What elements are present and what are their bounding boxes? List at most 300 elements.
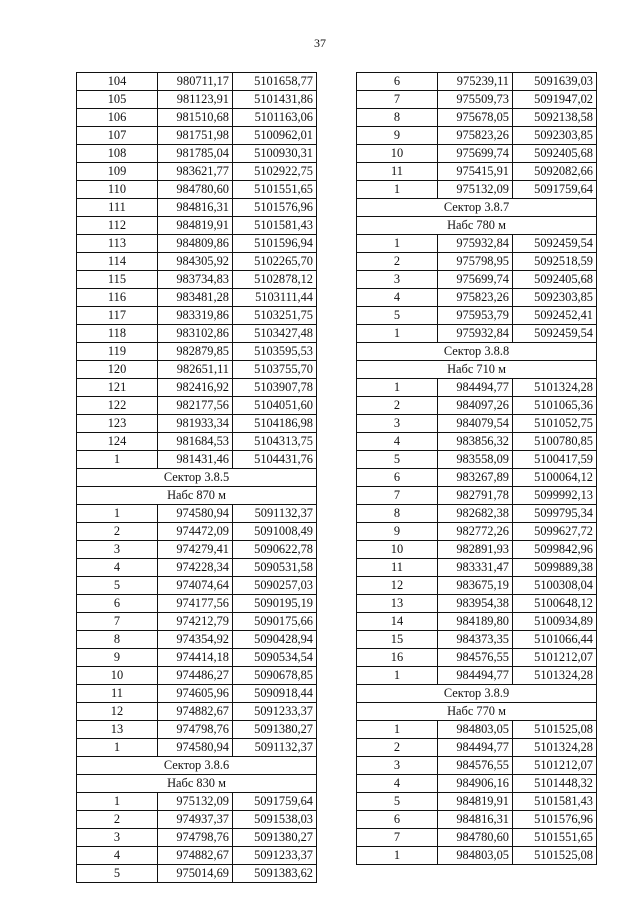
point-number: 116 xyxy=(77,289,158,307)
table-row xyxy=(357,127,597,145)
table-row xyxy=(357,505,597,523)
table-row xyxy=(77,379,317,397)
table-row xyxy=(77,343,317,361)
x-coordinate: 980711,17 xyxy=(158,73,233,91)
y-coordinate: 5091538,03 xyxy=(233,811,317,829)
table-row xyxy=(77,847,317,865)
x-coordinate: 984780,60 xyxy=(158,181,233,199)
table-row xyxy=(77,235,317,253)
table-row xyxy=(357,469,597,487)
point-number: 12 xyxy=(77,703,158,721)
table-row xyxy=(77,289,317,307)
x-coordinate: 974937,37 xyxy=(158,811,233,829)
x-coordinate: 984576,55 xyxy=(438,649,513,667)
point-number: 7 xyxy=(357,487,438,505)
x-coordinate: 983102,86 xyxy=(158,325,233,343)
point-number: 107 xyxy=(77,127,158,145)
x-coordinate: 975014,69 xyxy=(158,865,233,883)
point-number: 10 xyxy=(357,145,438,163)
table-row xyxy=(77,829,317,847)
y-coordinate: 5092518,59 xyxy=(513,253,597,271)
y-coordinate: 5090534,54 xyxy=(233,649,317,667)
x-coordinate: 974212,79 xyxy=(158,613,233,631)
y-coordinate: 5092405,68 xyxy=(513,271,597,289)
table-row xyxy=(77,811,317,829)
table-row xyxy=(357,253,597,271)
point-number: 2 xyxy=(357,253,438,271)
table-row xyxy=(77,325,317,343)
table-row xyxy=(77,523,317,541)
table-row xyxy=(77,361,317,379)
section-header-row xyxy=(77,469,317,487)
y-coordinate: 5103907,78 xyxy=(233,379,317,397)
point-number: 5 xyxy=(357,307,438,325)
point-number: 123 xyxy=(77,415,158,433)
y-coordinate: 5090257,03 xyxy=(233,577,317,595)
y-coordinate: 5100064,12 xyxy=(513,469,597,487)
x-coordinate: 983954,38 xyxy=(438,595,513,613)
table-row xyxy=(357,307,597,325)
x-coordinate: 974177,56 xyxy=(158,595,233,613)
y-coordinate: 5102878,12 xyxy=(233,271,317,289)
point-number: 7 xyxy=(357,829,438,847)
y-coordinate: 5104431,76 xyxy=(233,451,317,469)
section-header-row xyxy=(357,217,597,235)
x-coordinate: 984576,55 xyxy=(438,757,513,775)
y-coordinate: 5103755,70 xyxy=(233,361,317,379)
section-header-row xyxy=(357,199,597,217)
x-coordinate: 974798,76 xyxy=(158,721,233,739)
point-number: 117 xyxy=(77,307,158,325)
y-coordinate: 5103595,53 xyxy=(233,343,317,361)
x-coordinate: 975699,74 xyxy=(438,145,513,163)
coordinates-table-left xyxy=(76,72,317,883)
point-number: 16 xyxy=(357,649,438,667)
x-coordinate: 984819,91 xyxy=(158,217,233,235)
x-coordinate: 981684,53 xyxy=(158,433,233,451)
table-row xyxy=(357,433,597,451)
table-row xyxy=(77,91,317,109)
table-row xyxy=(77,181,317,199)
y-coordinate: 5101324,28 xyxy=(513,667,597,685)
point-number: 8 xyxy=(77,631,158,649)
point-number: 1 xyxy=(357,379,438,397)
x-coordinate: 981751,98 xyxy=(158,127,233,145)
x-coordinate: 983621,77 xyxy=(158,163,233,181)
point-number: 120 xyxy=(77,361,158,379)
table-row xyxy=(77,163,317,181)
y-coordinate: 5100417,59 xyxy=(513,451,597,469)
x-coordinate: 982791,78 xyxy=(438,487,513,505)
x-coordinate: 982651,11 xyxy=(158,361,233,379)
table-row xyxy=(357,775,597,793)
table-row xyxy=(77,667,317,685)
y-coordinate: 5101212,07 xyxy=(513,649,597,667)
section-header-row xyxy=(357,685,597,703)
y-coordinate: 5092303,85 xyxy=(513,127,597,145)
point-number: 1 xyxy=(77,451,158,469)
point-number: 4 xyxy=(357,433,438,451)
table-row xyxy=(357,451,597,469)
point-number: 119 xyxy=(77,343,158,361)
point-number: 13 xyxy=(357,595,438,613)
page-number: 37 xyxy=(314,36,326,50)
section-title: Сектор 3.8.8 xyxy=(357,343,597,361)
x-coordinate: 974486,27 xyxy=(158,667,233,685)
point-number: 7 xyxy=(357,91,438,109)
table-row xyxy=(77,307,317,325)
section-title: Набс 770 м xyxy=(357,703,597,721)
point-number: 11 xyxy=(357,559,438,577)
point-number: 3 xyxy=(77,541,158,559)
y-coordinate: 5101065,36 xyxy=(513,397,597,415)
table-row xyxy=(357,577,597,595)
y-coordinate: 5100648,12 xyxy=(513,595,597,613)
x-coordinate: 975239,11 xyxy=(438,73,513,91)
y-coordinate: 5101581,43 xyxy=(513,793,597,811)
table-row xyxy=(357,325,597,343)
y-coordinate: 5102922,75 xyxy=(233,163,317,181)
point-number: 114 xyxy=(77,253,158,271)
y-coordinate: 5101163,06 xyxy=(233,109,317,127)
y-coordinate: 5092405,68 xyxy=(513,145,597,163)
y-coordinate: 5090622,78 xyxy=(233,541,317,559)
point-number: 13 xyxy=(77,721,158,739)
point-number: 6 xyxy=(357,469,438,487)
y-coordinate: 5101324,28 xyxy=(513,739,597,757)
table-row xyxy=(77,433,317,451)
point-number: 14 xyxy=(357,613,438,631)
x-coordinate: 983481,28 xyxy=(158,289,233,307)
x-coordinate: 974472,09 xyxy=(158,523,233,541)
table-row xyxy=(357,811,597,829)
table-row xyxy=(357,649,597,667)
point-number: 6 xyxy=(77,595,158,613)
point-number: 3 xyxy=(357,415,438,433)
table-row xyxy=(77,649,317,667)
point-number: 1 xyxy=(357,325,438,343)
section-title: Набс 870 м xyxy=(77,487,317,505)
x-coordinate: 983267,89 xyxy=(438,469,513,487)
point-number: 1 xyxy=(357,721,438,739)
y-coordinate: 5101576,96 xyxy=(233,199,317,217)
y-coordinate: 5104313,75 xyxy=(233,433,317,451)
table-row xyxy=(357,91,597,109)
y-coordinate: 5091759,64 xyxy=(513,181,597,199)
x-coordinate: 975699,74 xyxy=(438,271,513,289)
point-number: 1 xyxy=(357,667,438,685)
table-row xyxy=(357,739,597,757)
x-coordinate: 974798,76 xyxy=(158,829,233,847)
point-number: 113 xyxy=(77,235,158,253)
table-row xyxy=(77,109,317,127)
table-row xyxy=(77,541,317,559)
point-number: 2 xyxy=(357,397,438,415)
point-number: 9 xyxy=(357,127,438,145)
x-coordinate: 974279,41 xyxy=(158,541,233,559)
x-coordinate: 984803,05 xyxy=(438,721,513,739)
y-coordinate: 5100934,89 xyxy=(513,613,597,631)
table-row xyxy=(357,487,597,505)
point-number: 4 xyxy=(77,559,158,577)
y-coordinate: 5102265,70 xyxy=(233,253,317,271)
section-header-row xyxy=(357,361,597,379)
y-coordinate: 5101324,28 xyxy=(513,379,597,397)
x-coordinate: 983734,83 xyxy=(158,271,233,289)
point-number: 118 xyxy=(77,325,158,343)
point-number: 5 xyxy=(77,865,158,883)
x-coordinate: 983558,09 xyxy=(438,451,513,469)
section-header-row xyxy=(357,703,597,721)
y-coordinate: 5090175,66 xyxy=(233,613,317,631)
y-coordinate: 5101066,44 xyxy=(513,631,597,649)
x-coordinate: 974605,96 xyxy=(158,685,233,703)
y-coordinate: 5101212,07 xyxy=(513,757,597,775)
table-row xyxy=(357,163,597,181)
y-coordinate: 5100962,01 xyxy=(233,127,317,145)
point-number: 6 xyxy=(357,811,438,829)
table-row xyxy=(77,577,317,595)
table-row xyxy=(357,289,597,307)
table-row xyxy=(77,271,317,289)
x-coordinate: 984097,26 xyxy=(438,397,513,415)
point-number: 2 xyxy=(77,811,158,829)
x-coordinate: 975132,09 xyxy=(438,181,513,199)
x-coordinate: 975953,79 xyxy=(438,307,513,325)
y-coordinate: 5091380,27 xyxy=(233,829,317,847)
section-header-row xyxy=(77,757,317,775)
table-row xyxy=(357,541,597,559)
table-row xyxy=(77,73,317,91)
x-coordinate: 983331,47 xyxy=(438,559,513,577)
y-coordinate: 5092303,85 xyxy=(513,289,597,307)
x-coordinate: 975509,73 xyxy=(438,91,513,109)
y-coordinate: 5099627,72 xyxy=(513,523,597,541)
x-coordinate: 974414,18 xyxy=(158,649,233,667)
y-coordinate: 5101448,32 xyxy=(513,775,597,793)
x-coordinate: 975132,09 xyxy=(158,793,233,811)
y-coordinate: 5091759,64 xyxy=(233,793,317,811)
point-number: 1 xyxy=(357,847,438,865)
y-coordinate: 5103427,48 xyxy=(233,325,317,343)
table-row xyxy=(357,667,597,685)
point-number: 2 xyxy=(77,523,158,541)
point-number: 121 xyxy=(77,379,158,397)
table-row xyxy=(357,73,597,91)
table-row xyxy=(77,685,317,703)
x-coordinate: 984803,05 xyxy=(438,847,513,865)
x-coordinate: 984494,77 xyxy=(438,379,513,397)
y-coordinate: 5091233,37 xyxy=(233,703,317,721)
table-row xyxy=(77,505,317,523)
y-coordinate: 5099992,13 xyxy=(513,487,597,505)
y-coordinate: 5091639,03 xyxy=(513,73,597,91)
x-coordinate: 984305,92 xyxy=(158,253,233,271)
table-row xyxy=(357,847,597,865)
point-number: 5 xyxy=(77,577,158,595)
y-coordinate: 5090918,44 xyxy=(233,685,317,703)
y-coordinate: 5092459,54 xyxy=(513,235,597,253)
y-coordinate: 5092082,66 xyxy=(513,163,597,181)
table-row xyxy=(77,127,317,145)
table-row xyxy=(77,721,317,739)
point-number: 111 xyxy=(77,199,158,217)
table-row xyxy=(77,199,317,217)
x-coordinate: 982177,56 xyxy=(158,397,233,415)
y-coordinate: 5092138,58 xyxy=(513,109,597,127)
table-row xyxy=(77,253,317,271)
table-row xyxy=(357,829,597,847)
table-row xyxy=(357,415,597,433)
section-header-row xyxy=(77,487,317,505)
y-coordinate: 5090678,85 xyxy=(233,667,317,685)
point-number: 115 xyxy=(77,271,158,289)
point-number: 4 xyxy=(357,775,438,793)
point-number: 11 xyxy=(357,163,438,181)
table-row xyxy=(77,451,317,469)
x-coordinate: 975932,84 xyxy=(438,235,513,253)
x-coordinate: 984494,77 xyxy=(438,667,513,685)
y-coordinate: 5091132,37 xyxy=(233,505,317,523)
point-number: 12 xyxy=(357,577,438,595)
x-coordinate: 974580,94 xyxy=(158,505,233,523)
x-coordinate: 984373,35 xyxy=(438,631,513,649)
x-coordinate: 984819,91 xyxy=(438,793,513,811)
section-title: Сектор 3.8.6 xyxy=(77,757,317,775)
x-coordinate: 975823,26 xyxy=(438,127,513,145)
y-coordinate: 5091947,02 xyxy=(513,91,597,109)
section-title: Набс 830 м xyxy=(77,775,317,793)
y-coordinate: 5100308,04 xyxy=(513,577,597,595)
x-coordinate: 984809,86 xyxy=(158,235,233,253)
point-number: 112 xyxy=(77,217,158,235)
x-coordinate: 982416,92 xyxy=(158,379,233,397)
table-row xyxy=(357,631,597,649)
point-number: 109 xyxy=(77,163,158,181)
table-row xyxy=(357,595,597,613)
table-row xyxy=(357,271,597,289)
x-coordinate: 981785,04 xyxy=(158,145,233,163)
y-coordinate: 5101525,08 xyxy=(513,847,597,865)
y-coordinate: 5091233,37 xyxy=(233,847,317,865)
y-coordinate: 5091380,27 xyxy=(233,721,317,739)
y-coordinate: 5100930,31 xyxy=(233,145,317,163)
x-coordinate: 974882,67 xyxy=(158,703,233,721)
point-number: 5 xyxy=(357,793,438,811)
x-coordinate: 984189,80 xyxy=(438,613,513,631)
table-row xyxy=(77,865,317,883)
x-coordinate: 982879,85 xyxy=(158,343,233,361)
table-row xyxy=(357,235,597,253)
x-coordinate: 984816,31 xyxy=(158,199,233,217)
x-coordinate: 975798,95 xyxy=(438,253,513,271)
table-row xyxy=(357,721,597,739)
point-number: 4 xyxy=(357,289,438,307)
point-number: 108 xyxy=(77,145,158,163)
point-number: 1 xyxy=(357,181,438,199)
section-title: Набс 780 м xyxy=(357,217,597,235)
point-number: 3 xyxy=(357,271,438,289)
section-title: Набс 710 м xyxy=(357,361,597,379)
point-number: 1 xyxy=(357,235,438,253)
y-coordinate: 5091008,49 xyxy=(233,523,317,541)
y-coordinate: 5101551,65 xyxy=(513,829,597,847)
table-row xyxy=(77,793,317,811)
section-title: Сектор 3.8.7 xyxy=(357,199,597,217)
point-number: 7 xyxy=(77,613,158,631)
table-row xyxy=(77,613,317,631)
table-row xyxy=(77,415,317,433)
table-row xyxy=(357,397,597,415)
y-coordinate: 5101658,77 xyxy=(233,73,317,91)
y-coordinate: 5103251,75 xyxy=(233,307,317,325)
point-number: 9 xyxy=(77,649,158,667)
x-coordinate: 981431,46 xyxy=(158,451,233,469)
y-coordinate: 5090195,19 xyxy=(233,595,317,613)
point-number: 104 xyxy=(77,73,158,91)
y-coordinate: 5101525,08 xyxy=(513,721,597,739)
point-number: 5 xyxy=(357,451,438,469)
y-coordinate: 5091132,37 xyxy=(233,739,317,757)
point-number: 106 xyxy=(77,109,158,127)
y-coordinate: 5104186,98 xyxy=(233,415,317,433)
x-coordinate: 974882,67 xyxy=(158,847,233,865)
y-coordinate: 5100780,85 xyxy=(513,433,597,451)
x-coordinate: 984079,54 xyxy=(438,415,513,433)
point-number: 10 xyxy=(357,541,438,559)
x-coordinate: 975415,91 xyxy=(438,163,513,181)
point-number: 110 xyxy=(77,181,158,199)
table-row xyxy=(77,559,317,577)
table-row xyxy=(357,523,597,541)
table-row xyxy=(357,181,597,199)
point-number: 11 xyxy=(77,685,158,703)
y-coordinate: 5099889,38 xyxy=(513,559,597,577)
table-row xyxy=(357,379,597,397)
x-coordinate: 975823,26 xyxy=(438,289,513,307)
y-coordinate: 5099795,34 xyxy=(513,505,597,523)
x-coordinate: 984816,31 xyxy=(438,811,513,829)
x-coordinate: 982682,38 xyxy=(438,505,513,523)
x-coordinate: 974074,64 xyxy=(158,577,233,595)
point-number: 15 xyxy=(357,631,438,649)
x-coordinate: 984780,60 xyxy=(438,829,513,847)
x-coordinate: 982772,26 xyxy=(438,523,513,541)
x-coordinate: 974228,34 xyxy=(158,559,233,577)
section-header-row xyxy=(357,343,597,361)
point-number: 3 xyxy=(77,829,158,847)
x-coordinate: 984494,77 xyxy=(438,739,513,757)
y-coordinate: 5099842,96 xyxy=(513,541,597,559)
point-number: 122 xyxy=(77,397,158,415)
point-number: 8 xyxy=(357,109,438,127)
y-coordinate: 5101576,96 xyxy=(513,811,597,829)
point-number: 1 xyxy=(77,739,158,757)
point-number: 6 xyxy=(357,73,438,91)
point-number: 3 xyxy=(357,757,438,775)
point-number: 105 xyxy=(77,91,158,109)
y-coordinate: 5101581,43 xyxy=(233,217,317,235)
x-coordinate: 983856,32 xyxy=(438,433,513,451)
table-row xyxy=(77,145,317,163)
section-header-row xyxy=(77,775,317,793)
point-number: 4 xyxy=(77,847,158,865)
table-row xyxy=(357,109,597,127)
x-coordinate: 983319,86 xyxy=(158,307,233,325)
y-coordinate: 5101431,86 xyxy=(233,91,317,109)
table-row xyxy=(357,613,597,631)
point-number: 9 xyxy=(357,523,438,541)
